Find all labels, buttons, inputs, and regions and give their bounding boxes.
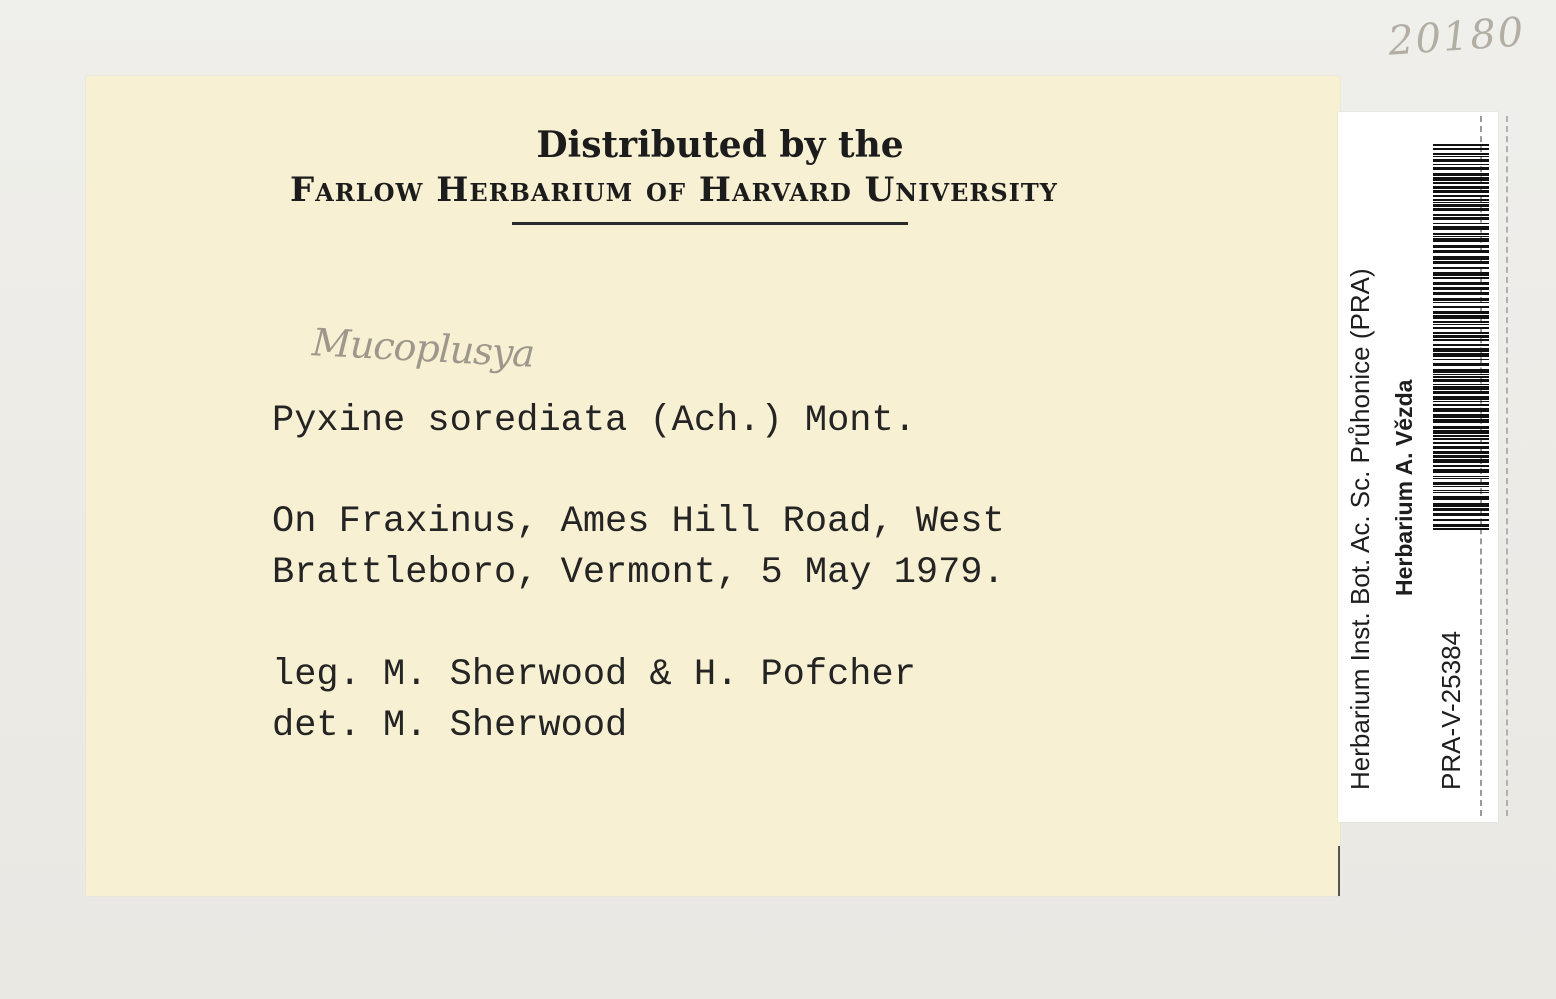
header-divider	[512, 222, 908, 225]
specimen-label	[86, 76, 1340, 896]
locality-line1: On Fraxinus, Ames Hill Road, West	[272, 501, 1005, 543]
locality-line2: Brattleboro, Vermont, 5 May 1979.	[272, 552, 1005, 594]
label-header-line1: Distributed by the	[536, 124, 904, 166]
label-header-line2: Farlow Herbarium of Harvard University	[290, 170, 1058, 210]
collection-name: Herbarium A. Vězda	[1391, 379, 1417, 596]
species-name: Pyxine sorediata (Ach.) Mont.	[272, 400, 916, 442]
handwritten-accession-number: 20180	[1386, 9, 1527, 65]
institution-name: Herbarium Inst. Bot. Ac. Sc. Průhonice (PRA)	[1345, 268, 1375, 790]
collector-line: leg. M. Sherwood & H. Pofcher	[272, 654, 916, 696]
determiner-line: det. M. Sherwood	[272, 705, 628, 747]
strip-cut-line	[1506, 116, 1508, 816]
handwritten-genus-annotation: Mucoplusya	[311, 320, 536, 376]
barcode-icon	[1433, 144, 1489, 530]
specimen-id: PRA-V-25384	[1436, 631, 1466, 790]
